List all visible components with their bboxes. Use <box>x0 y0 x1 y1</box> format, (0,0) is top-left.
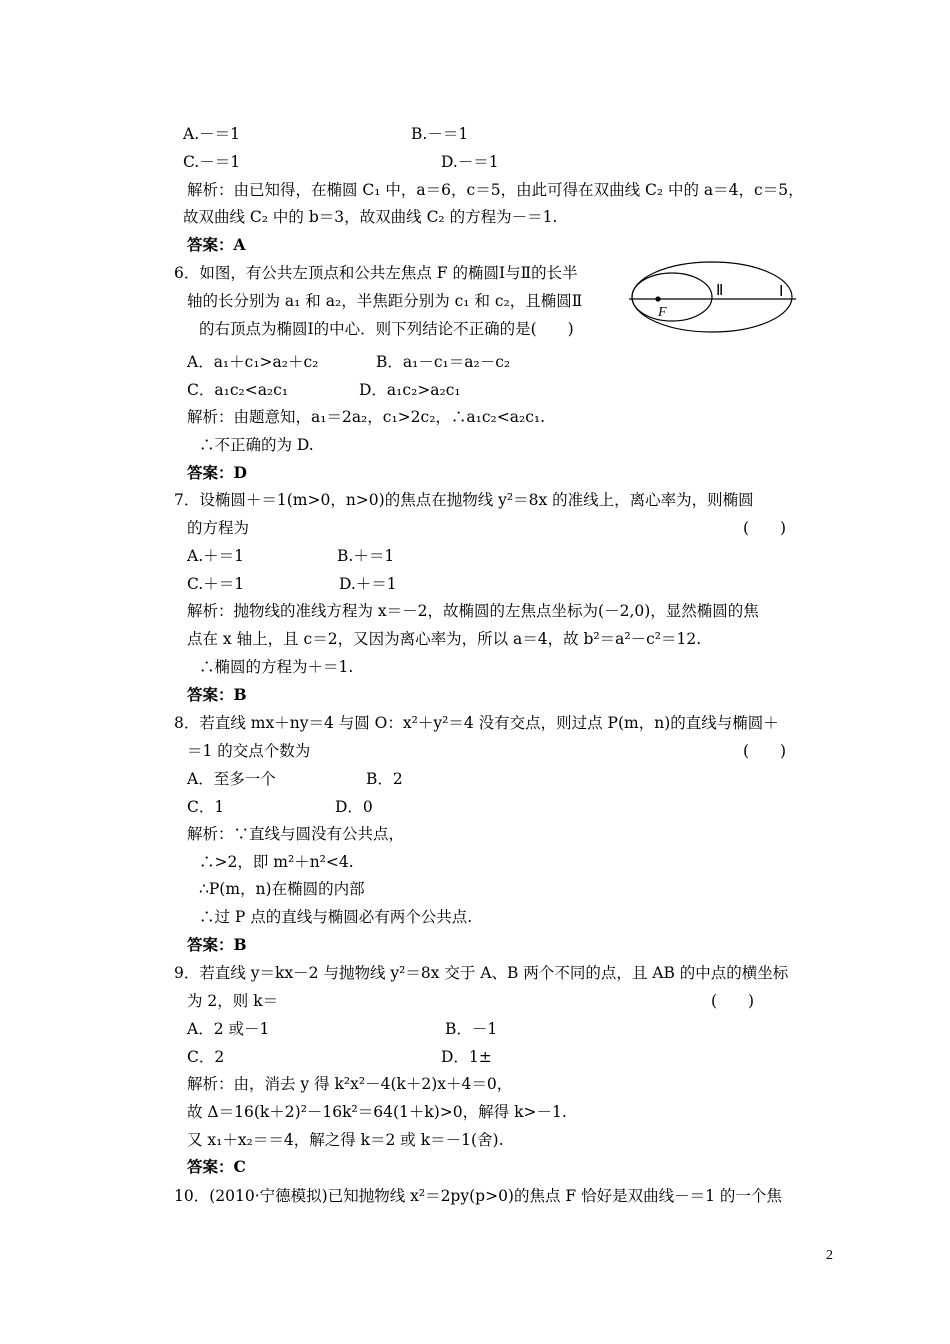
line-l11: 解析：由题意知，a₁＝2a₂，c₁>2c₂，∴a₁c₂<a₂c₁. <box>187 408 546 426</box>
line-l04: 故双曲线 C₂ 中的 b＝3，故双曲线 C₂ 的方程为－＝1. <box>183 208 558 226</box>
ellipse-figure <box>626 257 798 333</box>
line-l07: 轴的长分别为 a₁ 和 a₂，半焦距分别为 c₁ 和 c₂，且椭圆Ⅱ <box>187 292 583 310</box>
line-l24: A．至多一个 <box>187 770 276 788</box>
ellipse-outer-label: Ⅰ <box>779 284 784 300</box>
line-l15: 的方程为 <box>187 519 250 537</box>
line-l18: 解析：抛物线的准线方程为 x＝－2，故椭圆的左焦点坐标为(－2,0)，显然椭圆的焦 <box>187 602 759 620</box>
ellipse-inner <box>632 273 712 321</box>
right-r06: D.＋＝1 <box>339 575 397 593</box>
line-l35: 解析：由，消去 y 得 k²x²－4(k＋2)x＋4＝0， <box>187 1075 513 1093</box>
line-l14: 7．设椭圆＋＝1(m>0，n>0)的焦点在抛物线 y²＝8x 的准线上，离心率为，则椭圆 <box>174 491 754 509</box>
line-l16: A.＋＝1 <box>187 547 244 565</box>
line-l17: C.＋＝1 <box>187 575 245 593</box>
paren-p3: ( ) <box>711 992 755 1010</box>
line-l26: 解析：∵直线与圆没有公共点， <box>187 825 405 843</box>
line-l36: 故 Δ＝16(k＋2)²－16k²＝64(1＋k)>0，解得 k>－1. <box>187 1103 567 1121</box>
line-l03: 解析：由已知得，在椭圆 C₁ 中，a＝6，c＝5，由此可得在双曲线 C₂ 中的 a＝4，c＝5， <box>187 181 804 199</box>
paren-p1: ( ) <box>743 519 787 537</box>
line-l09: A．a₁＋c₁>a₂＋c₂ <box>187 353 319 371</box>
line-l22: 8．若直线 mx＋ny＝4 与圆 O：x²＋y²＝4 没有交点，则过点 P(m，n)的直线与椭圆＋ <box>174 714 779 732</box>
line-l02: C.－＝1 <box>183 153 241 171</box>
page-number: 2 <box>826 1248 833 1263</box>
line-l25: C．1 <box>187 798 225 816</box>
line-l19: 点在 x 轴上，且 c＝2，又因为离心率为，所以 a＝4，故 b²＝a²－c²＝12. <box>187 630 702 648</box>
line-l06: 6．如图，有公共左顶点和公共左焦点 F 的椭圆Ⅰ与Ⅱ的长半 <box>174 264 578 282</box>
line-l01: A.－＝1 <box>183 125 240 143</box>
ellipse-inner-label: Ⅱ <box>716 283 724 299</box>
right-r08: D．0 <box>335 798 373 816</box>
line-l30: 答案：B <box>187 935 247 954</box>
line-l34: C．2 <box>187 1048 225 1066</box>
line-l23: ＝1 的交点个数为 <box>187 742 311 760</box>
line-l37: 又 x₁＋x₂＝＝4，解之得 k＝2 或 k＝－1(舍). <box>187 1131 504 1149</box>
focus-point <box>655 296 660 301</box>
right-r01: B.－＝1 <box>411 125 469 143</box>
line-l39: 10．(2010·宁德模拟)已知抛物线 x²＝2py(p>0)的焦点 F 恰好是双曲线－＝1 的一个焦 <box>174 1187 782 1205</box>
line-l10: C．a₁c₂<a₂c₁ <box>187 381 289 399</box>
focus-label: F <box>658 305 667 320</box>
paren-p2: ( ) <box>743 742 787 760</box>
line-l38: 答案：C <box>187 1157 246 1176</box>
right-r07: B．2 <box>366 770 403 788</box>
right-r02: D.－＝1 <box>441 153 499 171</box>
line-l21: 答案：B <box>187 685 247 704</box>
right-r03: B．a₁－c₁＝a₂－c₂ <box>376 353 511 371</box>
line-l20: ∴椭圆的方程为＋＝1. <box>199 658 354 676</box>
line-l29: ∴过 P 点的直线与椭圆必有两个公共点. <box>199 908 473 926</box>
line-l31: 9．若直线 y＝kx－2 与抛物线 y²＝8x 交于 A、B 两个不同的点，且 AB 的中点的横坐标 <box>174 964 789 982</box>
right-r10: D．1± <box>441 1048 492 1066</box>
line-l13: 答案：D <box>187 463 247 482</box>
line-l28: ∴P(m，n)在椭圆的内部 <box>199 880 365 898</box>
right-r05: B.＋＝1 <box>337 547 395 565</box>
right-r04: D．a₁c₂>a₂c₁ <box>359 381 461 399</box>
line-l33: A．2 或－1 <box>187 1020 270 1038</box>
line-l08: 的右顶点为椭圆Ⅰ的中心．则下列结论不正确的是( ) <box>199 320 574 338</box>
right-r09: B．－1 <box>445 1020 498 1038</box>
line-l27: ∴>2，即 m²＋n²<4. <box>199 853 354 871</box>
line-l05: 答案：A <box>187 235 246 254</box>
line-l32: 为 2，则 k＝ <box>187 992 279 1010</box>
line-l12: ∴不正确的为 D. <box>199 436 314 454</box>
